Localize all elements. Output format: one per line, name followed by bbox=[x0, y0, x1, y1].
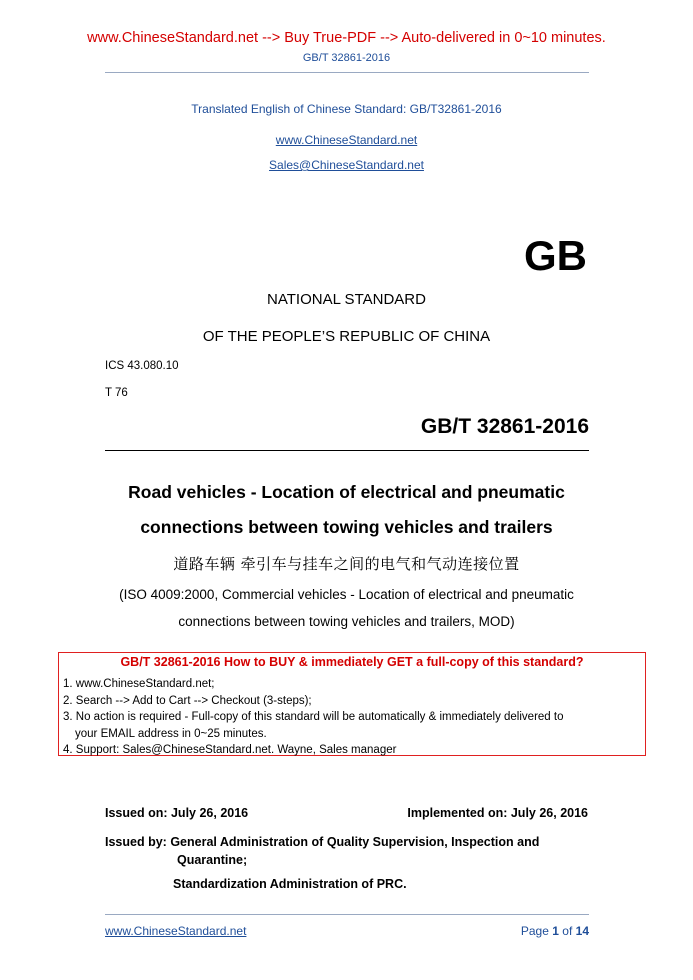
email-link-row bbox=[0, 156, 693, 174]
issuing-authority-1: General Administration of Quality Supervision, Inspection and bbox=[170, 835, 540, 849]
ics-code: ICS 43.080.10 bbox=[105, 360, 179, 372]
page-of: of bbox=[562, 924, 573, 938]
issued-by-block bbox=[105, 833, 595, 893]
page-total: 14 bbox=[575, 924, 589, 938]
issuing-authority-2: Standardization Administration of PRC. bbox=[173, 877, 407, 891]
translation-line: Translated English of Chinese Standard: GB/T32861-2016 bbox=[191, 102, 502, 116]
issuing-authority-1-cont: Quarantine; bbox=[177, 853, 248, 867]
email-link[interactable]: Sales@ChineseStandard.net bbox=[269, 158, 424, 172]
buy-step-1: 1. www.ChineseStandard.net; bbox=[63, 678, 215, 690]
title-divider bbox=[105, 450, 589, 451]
standard-number: GB/T 32861-2016 bbox=[420, 415, 589, 438]
title-line-2: connections between towing vehicles and trailers bbox=[140, 517, 553, 537]
header-divider bbox=[105, 72, 589, 73]
country-heading: OF THE PEOPLE’S REPUBLIC OF CHINA bbox=[202, 328, 491, 345]
page-label: Page bbox=[520, 924, 549, 938]
issued-by-label: Issued by: bbox=[105, 835, 167, 849]
iso-reference-line-2: connections between towing vehicles and trailers, MOD) bbox=[178, 614, 515, 629]
page-current: 1 bbox=[552, 924, 559, 938]
website-link-row bbox=[0, 131, 693, 149]
buy-step-3: 3. No action is required - Full-copy of this standard will be automatically & immediately delivered to bbox=[63, 711, 564, 723]
buy-instructions-box bbox=[58, 652, 646, 756]
footer-divider bbox=[105, 914, 589, 915]
title-line-1: Road vehicles - Location of electrical and pneumatic bbox=[128, 482, 565, 502]
buy-step-3-continued: your EMAIL address in 0~25 minutes. bbox=[75, 727, 267, 740]
title-chinese: 道路车辆 牵引车与挂车之间的电气和气动连接位置 bbox=[173, 555, 520, 573]
buy-step-2: 2. Search --> Add to Cart --> Checkout (3-steps); bbox=[63, 694, 312, 707]
iso-reference-line-1: (ISO 4009:2000, Commercial vehicles - Location of electrical and pneumatic bbox=[119, 587, 574, 602]
buy-steps-list bbox=[63, 676, 563, 759]
gb-mark: GB bbox=[524, 232, 587, 279]
classification-code: T 76 bbox=[105, 387, 128, 399]
website-link[interactable]: www.ChineseStandard.net bbox=[275, 133, 418, 147]
buy-step-4: 4. Support: Sales@ChineseStandard.net. Wayne, Sales manager bbox=[63, 744, 397, 756]
issued-on-date: Issued on: July 26, 2016 bbox=[105, 806, 249, 820]
header-standard-code: GB/T 32861-2016 bbox=[302, 52, 391, 64]
implemented-on-date: Implemented on: July 26, 2016 bbox=[407, 806, 588, 820]
top-banner: www.ChineseStandard.net --> Buy True-PDF --> Auto-delivered in 0~10 minutes. bbox=[87, 30, 606, 46]
page-indicator bbox=[521, 924, 589, 938]
buy-box-title: GB/T 32861-2016 How to BUY & immediately GET a full-copy of this standard? bbox=[120, 655, 584, 669]
footer-website-link[interactable]: www.ChineseStandard.net bbox=[105, 924, 247, 938]
national-standard-heading: NATIONAL STANDARD bbox=[267, 291, 426, 308]
